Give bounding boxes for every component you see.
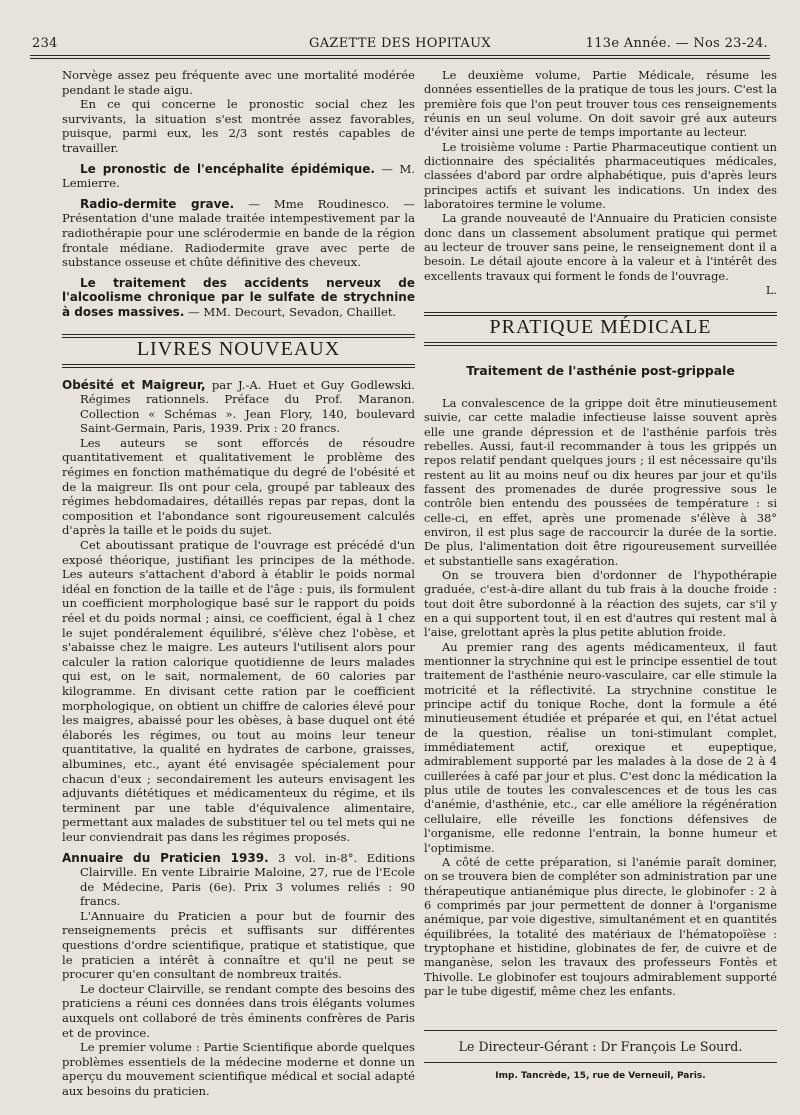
book-title: Obésité et Maigreur,	[62, 377, 206, 392]
report-entry	[62, 162, 415, 191]
running-header	[30, 36, 770, 56]
director-line: Le Directeur-Gérant : Dr François Le Sourd.	[458, 1039, 743, 1054]
entry-author: — MM. Decourt, Sevadon, Chaillet.	[188, 304, 397, 319]
section-banner	[424, 312, 777, 346]
paragraph: En ce qui concerne le pronostic social chez les survivants, la situation s'est montrée assez favorables, puisque, parmi eux, les 2/3 sont restés capables de travailler.	[62, 97, 415, 155]
footer-rule	[424, 1030, 777, 1031]
paragraph: Le deuxième volume, Partie Médicale, résume les données essentielles de la pratique de tous les jours. C'est la première fois que l'on peut trouver tous ces renseignements réunis en un seul volume. On doit savoir gré aux auteurs d'éviter ainsi une perte de temps importante au lecteur.	[424, 68, 777, 140]
paragraph: Au premier rang des agents médicamenteux, il faut mentionner la strychnine qui est le principe essentiel de tout traitement de l'asthénie neuro-vasculaire, car elle stimule la motricité et la réflectivité. La strychnine constitue le principe actif du tonique Roche, dont la formule a été minutieusement étudiée et préparée et qui, en l'état actuel de la question, réalise un toni-stimulant complet, immédiatement actif, orexique et eupeptique, admirablement supporté par les malades à la dose de 2 à 4 cuillerées à café par jour et plus. C'est donc la médication la plus utile de toutes les convalescences et de tous les cas d'anémie, d'asthénie, etc., car elle améliore la régénération cellulaire, elle réveille les fonctions défensives de l'organisme, elle redonne l'entrain, la bonne humeur et l'optimisme.	[424, 639, 777, 855]
paragraph: Norvège assez peu fréquente avec une mortalité modérée pendant le stade aigu.	[62, 68, 415, 97]
section-banner	[62, 334, 415, 368]
entry-heading: Radio-dermite grave.	[80, 196, 235, 211]
paragraph: A côté de cette préparation, si l'anémie paraît dominer, on se trouvera bien de compléter son administration par une thérapeutique antianémique plus directe, le globinofer : 2 à 6 comprimés par jour permettent de donner à l'organisme anémique, par voie digestive, simultanément et en quantités équilibrées, la totalité des matériaux de l'hématopoïèse : tryptophane et histidine, globinates de fer, de cuivre et de manganèse, selon les travaux des professeurs Fontès et Thivolle. Le globinofer est toujours admirablement supporté par le tube digestif, même chez les enfants.	[424, 854, 777, 998]
book-reference: 3 vol. in-8°. Editions Clairville. En vente Librairie Maloine, 27, rue de l'Ecole de Médecine, Paris (6e). Prix 3 volumes reliés : 90 francs.	[80, 850, 416, 909]
entry-heading: Le traitement des accidents nerveux de l'alcoolisme chronique par le sulfate de strychnine à doses massives.	[62, 275, 415, 319]
paragraph: Le premier volume : Partie Scientifique aborde quelques problèmes essentiels de la médecine moderne et donne un aperçu du mouvement scientifique médical et social adapté aux besoins du praticien.	[62, 1040, 415, 1098]
signature-initial: L.	[765, 283, 777, 298]
paragraph: Le troisième volume : Partie Pharmaceutique contient un dictionnaire des spécialités pharmaceutiques médicales, classées d'abord par ordre alphabétique, puis d'après leurs principes actifs et suivant les indications. Un index des laboratoires termine le volume.	[424, 139, 777, 212]
footer-rule	[424, 1062, 777, 1063]
book-entry	[62, 851, 415, 909]
page-number: 234	[32, 36, 58, 51]
section-title: PRATIQUE MÉDICALE	[489, 315, 712, 338]
right-column	[424, 68, 777, 998]
section-title: LIVRES NOUVEAUX	[136, 337, 341, 360]
book-entry	[62, 378, 415, 436]
paragraph: La grande nouveauté de l'Annuaire du Praticien consiste donc dans un classement absolument pratique qui permet au lecteur de trouver sans peine, le renseignement dont il a besoin. Le détail ajoute encore à la valeur et à l'intérêt des excellents travaux qui forment le fonds de l'ouvrage.	[424, 211, 777, 283]
paragraph: Le docteur Clairville, se rendant compte des besoins des praticiens a réuni ces données dans trois élégants volumes auxquels ont collaboré de très éminents confrères de Paris et de province.	[62, 981, 415, 1040]
printer-line: Imp. Tancrède, 15, rue de Verneuil, Paris.	[495, 1071, 706, 1081]
colophon	[424, 1030, 777, 1081]
journal-title: GAZETTE DES HOPITAUX	[309, 36, 491, 51]
paragraph: L'Annuaire du Praticien a pour but de fournir des renseignements précis et suffisants sur différentes questions d'ordre scientifique, pratique et statistique, que le praticien a intérêt à connaître et qu'il ne peut se procurer qu'en consultant de nombreux traités.	[62, 908, 415, 982]
header-rule	[30, 58, 770, 59]
paragraph: On se trouvera bien d'ordonner de l'hypothérapie graduée, c'est-à-dire allant du tub frais à la douche froide : tout doit être subordonné à la réaction des sujets, car s'il y en a qui supportent tout, il en est d'autres qui restent mal à l'aise, grelottant après la plus petite ablution froide.	[424, 567, 777, 640]
paragraph: Les auteurs se sont efforcés de résoudre quantitativement et qualitativement le problème des régimes en fonction mathématique du degré de l'obésité et de la maigreur. Ils ont pour cela, groupé par tableaux des régimes hebdomadaires, détaillés repas par repas, dont la composition et l'abondance sont rigoureusement calculés d'après la taille et le poids du sujet.	[62, 435, 415, 538]
article-title: Traitement de l'asthénie post-grippale	[466, 362, 735, 378]
book-reference: par J.-A. Huet et Guy Godlewski. Régimes rationnels. Préface du Prof. Maranon. Collection « Schémas ». Jean Flory, 140, boulevard Saint-Germain, Paris, 1939. Prix : 20 francs.	[80, 377, 415, 436]
paragraph: Cet aboutissant pratique de l'ouvrage est précédé d'un exposé théorique, justifiant les principes de la méthode. Les auteurs s'attachent d'abord à établir le poids normal idéal en fonction de la taille et de l'âge : puis, ils formulent un coefficient morphologique basé sur le rapport du poids réel et du poids normal ; ainsi, ce coefficient, égal à 1 chez le sujet pondéralement équilibré, s'élève chez l'obèse, et s'abaisse chez le maigre. Les auteurs l'utilisent alors pour calculer la ration calorique quotidienne de leurs malades qui est, on le sait, normalement, de 60 calories par kilogramme. En divisant cette ration par le coefficient morphologique, on obtient un chiffre de calories élevé pour les maigres, abaissé pour les obèses, à base duquel ont été élaborés les régimes, ou tout au moins leur teneur quantitative, la qualité en hydrates de carbone, graisses, albumines, etc., ayant été envisagée spécialement pour chacun d'eux ; secondairement les auteurs envisagent les adjuvants diététiques et médicamenteux du régime, et ils terminent par une table d'équivalence alimentaire, permettant aux malades de substituer tel ou tel mets qui ne leur conviendrait pas dans les régimes proposés.	[62, 538, 415, 844]
entry-text: — Mme Roudinesco. — Présentation d'une malade traitée intempestivement par la radiothérapie pour une sclérodermie en bande de la région frontale médiane. Radiodermite grave avec perte de substance osseuse et chûte définitive des cheveux.	[62, 196, 415, 270]
header-rule	[30, 55, 770, 56]
book-title: Annuaire du Praticien 1939.	[62, 850, 269, 865]
entry-heading: Le pronostic de l'encéphalite épidémique.	[80, 161, 375, 176]
issue-number: 113e Année. — Nos 23-24.	[585, 36, 768, 51]
report-entry	[62, 276, 415, 320]
left-column	[62, 68, 415, 1099]
report-entry	[62, 197, 415, 270]
entry-author: — M. Lemierre.	[62, 161, 415, 191]
paragraph: La convalescence de la grippe doit être minutieusement suivie, car cette maladie infectieuse laisse souvent après elle une grande dépression et de l'asthénie parfois très rebelles. Aussi, faut-il recommander à tous les grippés un repos relatif pendant quelques jours ; il est nécessaire qu'ils restent au lit au moins neuf ou dix heures par jour et qu'ils fassent des promenades de durée progressive sous le contrôle bien entendu des poussées de température : si celle-ci, en effet, après une promenade s'élève à 38° environ, il est plus sage de raccourcir la durée de la sortie. De plus, l'alimentation doit être rigoureusement surveillée et substantielle sans exagération.	[424, 395, 777, 568]
